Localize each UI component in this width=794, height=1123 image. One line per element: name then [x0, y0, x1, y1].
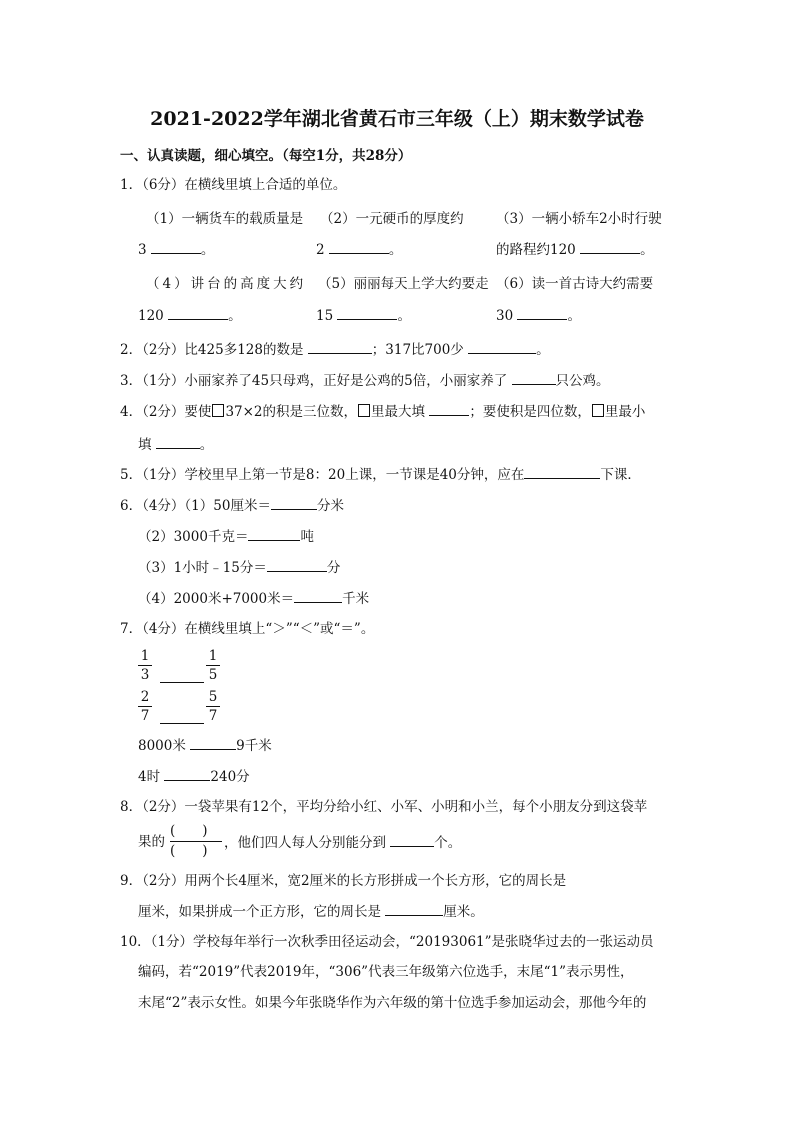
question-6-line4 — [138, 589, 369, 608]
answer-blank[interactable] — [512, 371, 556, 385]
q1-item-5-end: 。 — [397, 308, 411, 324]
compare-row-2 — [160, 709, 204, 728]
q4-text-e: 里最小 — [604, 404, 646, 420]
q8-text-c: ，他们四人每人分别能分到 — [224, 835, 386, 851]
q9-text-b: 厘米，如果拼成一个正方形，它的周长是 — [138, 904, 381, 920]
section-heading: 一、认真读题，细心填空。（每空1分，共28分） — [120, 148, 412, 164]
numerator: 1 — [208, 648, 218, 664]
fraction — [206, 648, 220, 683]
question-2 — [120, 340, 550, 359]
q1-item-4-text: （4）讲台的高度大约 — [146, 276, 307, 292]
q4-text-a: 4．（2分）要使 — [120, 404, 212, 420]
question-4 — [120, 402, 645, 421]
answer-blank[interactable] — [160, 710, 204, 724]
q4-text-b: 37×2的积是三位数， — [225, 404, 358, 420]
q1-item-3-answer — [496, 240, 654, 259]
answer-blank[interactable] — [308, 340, 372, 354]
question-6-line2 — [138, 527, 314, 546]
question-4-cont — [138, 435, 213, 454]
question-10-line2: 编码，若“2019”代表2019年，“306”代表三年级第六位选手，末尾“1”表示男性， — [138, 964, 634, 980]
numerator: 5 — [208, 689, 218, 705]
q6-line1-text: 6．（4分）（1）50厘米＝ — [120, 498, 271, 514]
q3-text-a: 3．（1分）小丽家养了45只母鸡，正好是公鸡的5倍，小丽家养了 — [120, 373, 508, 389]
q1-item-4-answer — [138, 306, 242, 325]
answer-blank[interactable] — [248, 527, 300, 541]
q1-item-3-end: 。 — [640, 242, 654, 258]
answer-blank[interactable] — [294, 589, 342, 603]
q8-text-b: 果的 — [138, 834, 165, 850]
q1-item-5-answer — [316, 306, 411, 325]
answer-blank[interactable] — [390, 833, 434, 847]
q1-item-5-number: 15 — [316, 308, 334, 324]
question-10-line3: 末尾“2”表示女性。如果今年张晓华作为六年级的第十位选手参加运动会，那他今年的 — [138, 995, 647, 1011]
answer-blank[interactable] — [168, 306, 228, 320]
q6-line3-unit: 分 — [326, 560, 341, 576]
answer-blank[interactable] — [190, 736, 236, 750]
q8-text-d: 个。 — [434, 835, 462, 851]
question-10-line1: 10．（1分）学校每年举行一次秋季田径运动会，“20193061”是张晓华过去的一张运动员 — [120, 934, 654, 950]
q6-line3-text: （3）1小时﹣15分＝ — [138, 560, 267, 576]
answer-blank[interactable] — [517, 306, 567, 320]
compare-left: 8000米 — [138, 738, 186, 754]
compare-left: 4时 — [138, 769, 161, 785]
numerator-blank[interactable]: ( ) — [170, 823, 208, 839]
q3-text-b: 只公鸡。 — [555, 373, 610, 389]
denominator: 5 — [208, 667, 218, 683]
q4-text-f: 填 — [138, 437, 152, 453]
question-8-line2 — [224, 833, 461, 852]
q1-item-3-number: 的路程约120 — [496, 242, 576, 258]
answer-blank[interactable] — [429, 402, 469, 416]
answer-blank[interactable] — [267, 558, 327, 572]
q2-text-c: 。 — [536, 342, 550, 358]
compare-row-4 — [138, 767, 250, 786]
q1-item-5-text: （5）丽丽每天上学大约要走 — [318, 276, 489, 292]
denominator: 3 — [140, 667, 150, 683]
question-6-stem — [120, 496, 344, 515]
fraction — [138, 689, 152, 724]
q1-item-2-number: 2 — [316, 242, 325, 258]
question-3 — [120, 371, 610, 390]
q1-item-2-answer — [316, 240, 402, 259]
question-1-stem: 1．（6分）在横线里填上合适的单位。 — [120, 177, 347, 193]
q4-text-d: ；要使积是四位数， — [469, 404, 591, 420]
denominator: 7 — [140, 708, 150, 724]
answer-blank[interactable] — [329, 240, 389, 254]
q1-item-6-number: 30 — [496, 308, 514, 324]
question-8-line1: 8．（2分）一袋苹果有12个，平均分给小红、小军、小明和小兰，每个小朋友分到这袋苹 — [120, 799, 648, 815]
question-9-line1: 9．（2分）用两个长4厘米，宽2厘米的长方形拼成一个长方形，它的周长是 — [120, 873, 567, 889]
answer-blank[interactable] — [271, 496, 317, 510]
compare-right: 240分 — [210, 769, 250, 785]
answer-blank[interactable] — [160, 669, 204, 683]
square-box-icon — [592, 404, 604, 417]
answer-blank[interactable] — [580, 240, 640, 254]
q6-line1-unit: 分米 — [316, 498, 344, 514]
fraction — [206, 689, 220, 724]
q6-line2-text: （2）3000千克＝ — [138, 529, 249, 545]
q6-line4-text: （4）2000米+7000米＝ — [138, 591, 295, 607]
answer-blank[interactable] — [468, 340, 536, 354]
q1-item-1-text: （1）一辆货车的载质量是 — [146, 211, 304, 227]
question-6-line3 — [138, 558, 340, 577]
compare-right: 9千米 — [236, 738, 272, 754]
q1-item-1-answer — [138, 240, 214, 259]
denominator: 7 — [208, 708, 218, 724]
q6-line2-unit: 吨 — [300, 529, 314, 545]
q1-item-4-end: 。 — [228, 308, 242, 324]
square-box-icon — [212, 404, 224, 417]
q1-item-2-text: （2）一元硬币的厚度约 — [320, 211, 464, 227]
q9-text-c: 厘米。 — [443, 904, 484, 920]
question-5 — [120, 465, 641, 484]
q1-item-2-end: 。 — [388, 242, 403, 258]
question-9-line2 — [138, 902, 484, 921]
compare-row-3 — [138, 736, 272, 755]
q1-item-1-end: 。 — [200, 242, 215, 258]
answer-blank[interactable] — [385, 902, 443, 916]
q4-text-g: 。 — [199, 437, 214, 453]
q6-line4-unit: 千米 — [342, 591, 370, 607]
page-title: 2021-2022学年湖北省黄石市三年级（上）期末数学试卷 — [150, 108, 644, 130]
answer-blank[interactable] — [151, 240, 201, 254]
q5-text-a: 5．（1分）学校里早上第一节是8：20上课，一节课是40分钟，应在 — [120, 467, 525, 483]
q2-text-a: 2．（2分）比425多128的数是 — [120, 342, 304, 358]
square-box-icon — [358, 404, 370, 417]
q1-item-3-text: （3）一辆小轿车2小时行驶 — [496, 211, 662, 227]
q2-text-b: ；317比700少 — [371, 342, 464, 358]
denominator-blank[interactable]: ( ) — [170, 843, 208, 859]
answer-blank[interactable] — [337, 306, 397, 320]
fraction — [138, 648, 152, 683]
q1-item-1-number: 3 — [138, 242, 147, 258]
q1-item-6-answer — [496, 306, 581, 325]
q4-text-c: 里最大填 — [371, 404, 426, 420]
question-7-stem: 7．（4分）在横线里填上“＞”“＜”或“＝”。 — [120, 621, 375, 637]
answer-blank[interactable] — [524, 465, 600, 479]
q1-item-4-number: 120 — [138, 308, 164, 324]
q1-item-6-end: 。 — [567, 308, 581, 324]
q5-text-b: 下课． — [600, 467, 641, 483]
answer-blank[interactable] — [164, 767, 210, 781]
fraction-blank[interactable] — [170, 823, 222, 860]
q1-item-6-text: （6）读一首古诗大约需要 — [496, 276, 654, 292]
compare-row-1 — [160, 668, 204, 687]
numerator: 2 — [140, 689, 150, 705]
numerator: 1 — [140, 648, 150, 664]
answer-blank[interactable] — [156, 435, 200, 449]
